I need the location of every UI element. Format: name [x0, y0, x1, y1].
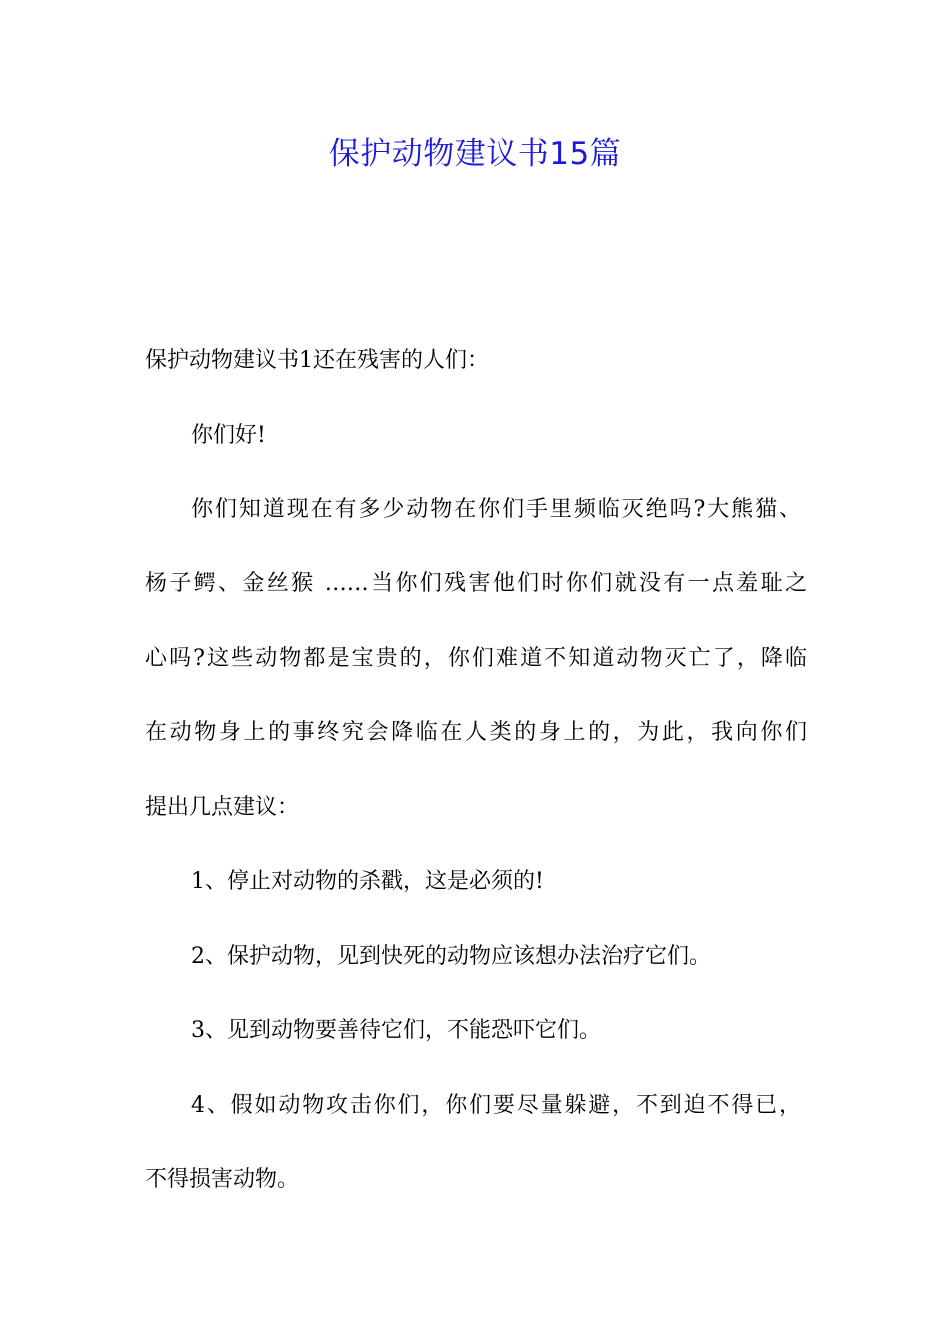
- body-line: 杨子鳄、金丝猴 ……当你们残害他们时你们就没有一点羞耻之: [145, 571, 807, 596]
- suggestion-item: 3、见到动物要善待它们，不能恐吓它们。: [191, 1018, 601, 1043]
- body-line: 你们知道现在有多少动物在你们手里频临灭绝吗?大熊猫、: [191, 497, 801, 522]
- suggestion-item: 1、停止对动物的杀戳，这是必须的!: [191, 869, 544, 894]
- suggestion-item: 2、保护动物，见到快死的动物应该想办法治疗它们。: [191, 944, 711, 969]
- suggestion-item: 4、假如动物攻击你们，你们要尽量躲避，不到迫不得已，: [191, 1093, 801, 1118]
- suggestion-item-continued: 不得损害动物。: [145, 1167, 300, 1192]
- body-line: 心吗?这些动物都是宝贵的，你们难道不知道动物灭亡了，降临: [145, 646, 807, 671]
- body-line: 提出几点建议：: [145, 795, 300, 820]
- greeting-line: 你们好!: [191, 423, 266, 448]
- salutation-line: 保护动物建议书1还在残害的人们：: [145, 348, 489, 373]
- body-line: 在动物身上的事终究会降临在人类的身上的，为此，我向你们: [145, 720, 807, 745]
- document-title: 保护动物建议书15篇: [328, 136, 622, 172]
